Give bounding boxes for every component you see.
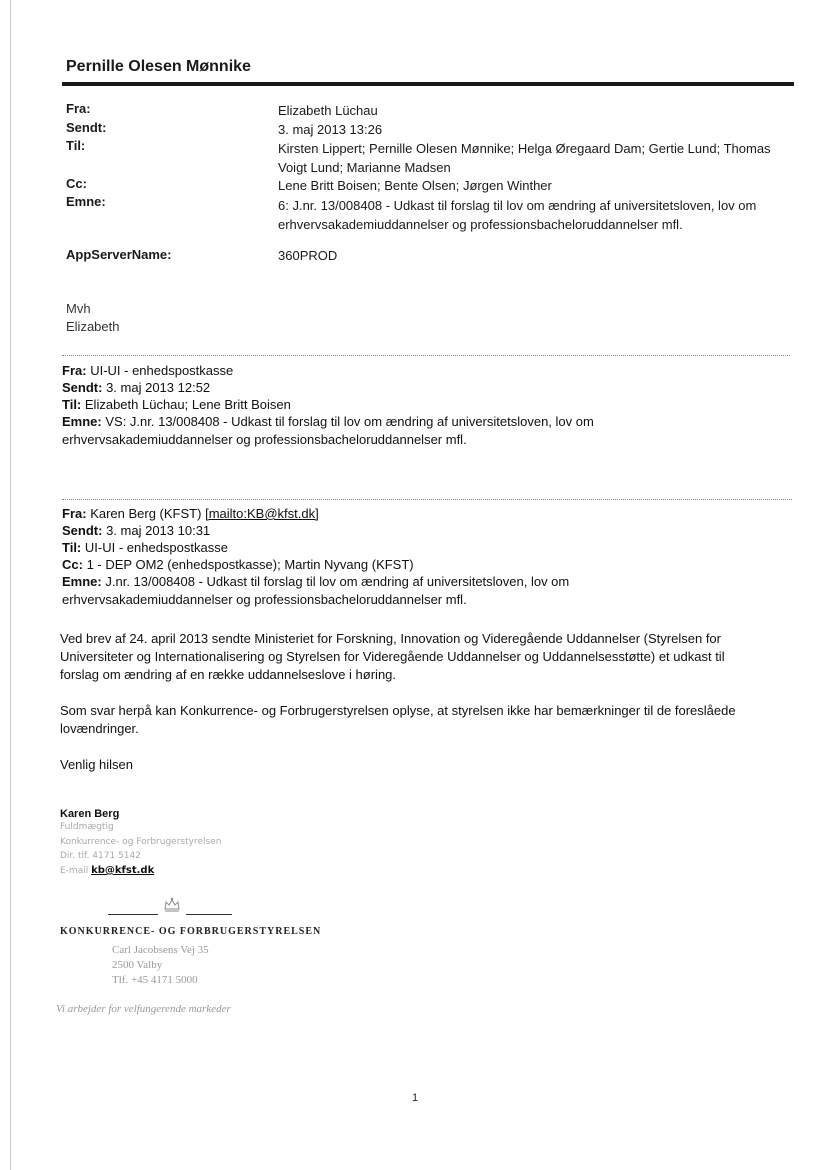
- signature-org: Konkurrence- og Forbrugerstyrelsen: [60, 837, 222, 847]
- forward1-from-label: Fra:: [62, 363, 87, 378]
- org-address-city: 2500 Valby: [112, 959, 163, 971]
- closing-text: Venlig hilsen: [60, 757, 133, 772]
- appserver-value: 360PROD: [278, 248, 338, 263]
- greeting-line1: Mvh: [66, 301, 91, 316]
- subject-label: Emne:: [66, 194, 106, 209]
- forward1-sent: [62, 379, 802, 396]
- page-edge-line: [10, 0, 11, 1170]
- separator-1: [62, 355, 790, 356]
- body-p1-line2: Universiteter og Internationalisering og Styrelsen for Videregående Uddannelser og Uddannelsesstøtte) et udkast til: [60, 649, 725, 664]
- subject-value: 6: J.nr. 13/008408 - Udkast til forslag til lov om ændring af universitetsloven, lov om erhvervsakademiuddannelser og professionsbacheloruddannelser mfl.: [278, 198, 757, 232]
- forward2-to-value: UI-UI - enhedspostkasse: [84, 540, 228, 555]
- sent-value: 3. maj 2013 13:26: [278, 122, 383, 137]
- body-p2-line2: lovændringer.: [60, 721, 139, 736]
- to-value: Kirsten Lippert; Pernille Olesen Mønnike; Helga Øregaard Dam; Gertie Lund; Thomas Voigt Lund; Marianne Madsen: [278, 141, 771, 175]
- forward2-subject-line2: erhvervsakademiuddannelser og professionsbacheloruddannelser mfl.: [62, 592, 467, 607]
- greeting-line2: Elizabeth: [66, 319, 120, 334]
- cc-label: Cc:: [66, 176, 87, 191]
- forward2-cc-value: 1 - DEP OM2 (enhedspostkasse); Martin Nyvang (KFST): [86, 557, 414, 572]
- forward2-from-label: Fra:: [62, 506, 87, 521]
- forward2-sent-label: Sendt:: [62, 523, 103, 538]
- forward1-subject: [62, 413, 802, 430]
- signature-email-label: E-mail: [60, 866, 89, 876]
- crown-logo-icon: [162, 896, 182, 914]
- sent-label: Sendt:: [66, 120, 107, 135]
- forward2-sent-value: 3. maj 2013 10:31: [106, 523, 211, 538]
- forward1-subject-label: Emne:: [62, 414, 102, 429]
- forward2-sent: [62, 522, 802, 539]
- title-rule: [62, 82, 794, 86]
- forward2-from-value: Karen Berg (KFST): [90, 506, 202, 521]
- from-label: Fra:: [66, 101, 91, 116]
- org-name: KONKURRENCE- OG FORBRUGERSTYRELSEN: [60, 926, 322, 937]
- forward1-from-value: UI-UI - enhedspostkasse: [90, 363, 234, 378]
- org-phone: Tlf. +45 4171 5000: [112, 974, 198, 986]
- cc-value: Lene Britt Boisen; Bente Olsen; Jørgen Winther: [278, 178, 552, 193]
- signature-name: Karen Berg: [60, 808, 120, 820]
- separator-2: [62, 499, 792, 500]
- forward1-to-value: Elizabeth Lüchau; Lene Britt Boisen: [84, 397, 291, 412]
- forward2-mailto-link[interactable]: [mailto:KB@kfst.dk]: [205, 506, 319, 521]
- signature-email-link[interactable]: kb@kfst.dk: [91, 865, 155, 876]
- forward2-cc-label: Cc:: [62, 557, 83, 572]
- body-p1-line3: forslag om ændring af en række uddannelseslove i høring.: [60, 667, 397, 682]
- forward2-to-label: Til:: [62, 540, 82, 555]
- forward1-sent-label: Sendt:: [62, 380, 103, 395]
- from-value: Elizabeth Lüchau: [278, 103, 378, 118]
- forward2-to: [62, 539, 802, 556]
- body-p1-line1: Ved brev af 24. april 2013 sendte Ministeriet for Forskning, Innovation og Videregående Uddannelser (Styrelsen for: [60, 631, 721, 646]
- signature-title: Fuldmægtig: [60, 822, 114, 832]
- to-label: Til:: [66, 138, 86, 153]
- forward2-from: [62, 505, 802, 522]
- org-address-street: Carl Jacobsens Vej 35: [112, 944, 209, 956]
- forward1-from: [62, 362, 802, 379]
- forward1-subject-line2: erhvervsakademiuddannelser og professionsbacheloruddannelser mfl.: [62, 432, 467, 447]
- forward2-cc: [62, 556, 802, 573]
- signature-email-row: [60, 865, 154, 876]
- body-p2-line1: Som svar herpå kan Konkurrence- og Forbrugerstyrelsen oplyse, at styrelsen ikke har bemærkninger til de foreslåede: [60, 703, 736, 718]
- signature-phone: Dir. tlf. 4171 5142: [60, 851, 141, 861]
- forward1-to: [62, 396, 802, 413]
- forward2-subject-value-1: J.nr. 13/008408 - Udkast til forslag til lov om ændring af universitetsloven, lov om: [105, 574, 570, 589]
- org-tagline: Vi arbejder for velfungerende markeder: [56, 1003, 231, 1015]
- appserver-label: AppServerName:: [66, 247, 172, 262]
- logo-rule-left: [108, 914, 158, 915]
- page-number: 1: [412, 1092, 419, 1104]
- forward2-subject-label: Emne:: [62, 574, 102, 589]
- forward2-subject: [62, 573, 802, 590]
- forward1-subject-value-1: VS: J.nr. 13/008408 - Udkast til forslag til lov om ændring af universitetsloven, lov om: [105, 414, 594, 429]
- page-title: Pernille Olesen Mønnike: [66, 58, 251, 75]
- logo-rule-right: [186, 914, 232, 915]
- forward1-sent-value: 3. maj 2013 12:52: [106, 380, 211, 395]
- forward1-to-label: Til:: [62, 397, 82, 412]
